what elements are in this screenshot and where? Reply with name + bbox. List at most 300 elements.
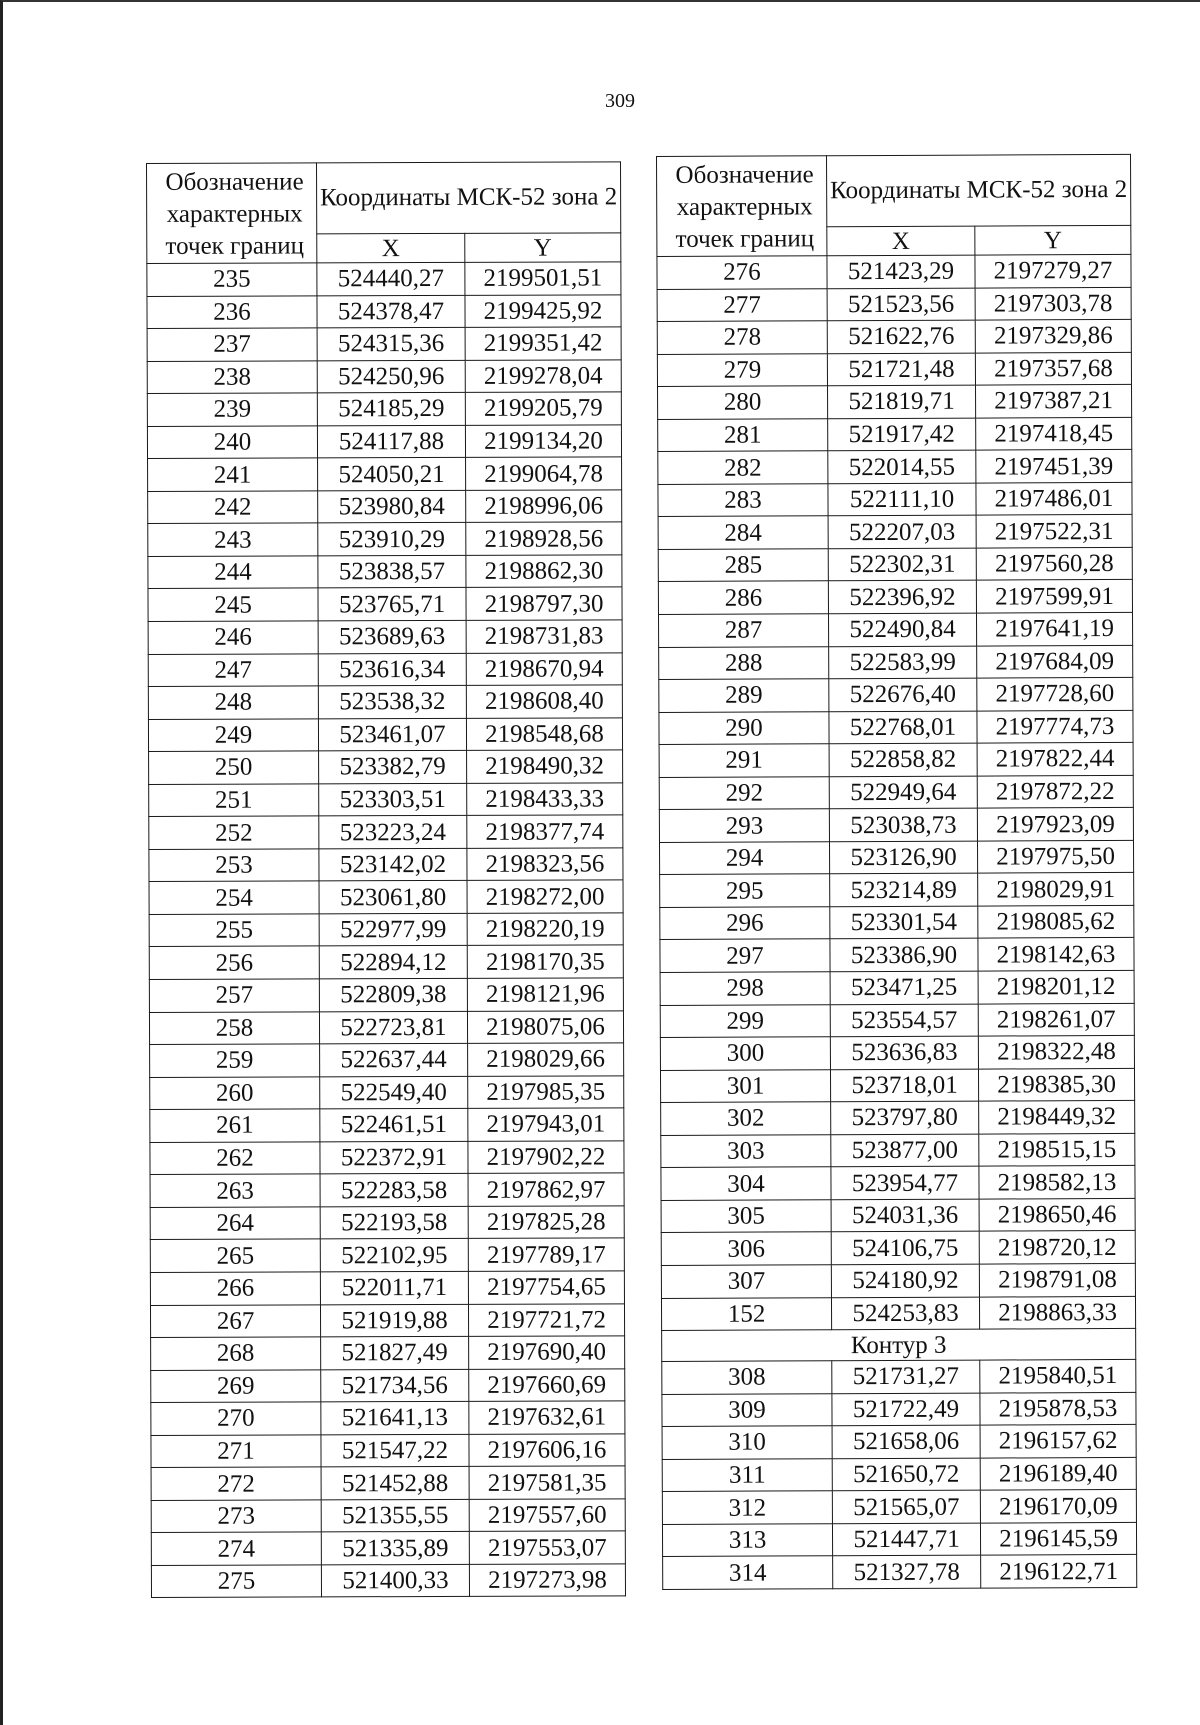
x-coord-cell: 521452,88 xyxy=(321,1467,469,1500)
point-id-cell: 236 xyxy=(147,295,317,328)
point-id-cell: 237 xyxy=(147,328,317,361)
x-coord-cell: 522011,71 xyxy=(320,1271,468,1304)
x-coord-cell: 521565,07 xyxy=(832,1490,980,1523)
table-row xyxy=(659,840,1133,875)
y-coord-cell: 2197581,35 xyxy=(469,1466,625,1499)
point-id-cell: 242 xyxy=(148,491,318,524)
x-coord-cell: 522977,99 xyxy=(319,913,467,946)
point-id-cell: 278 xyxy=(657,321,827,354)
x-coord-cell: 521327,78 xyxy=(833,1555,981,1588)
x-coord-cell: 521423,29 xyxy=(827,255,975,288)
y-coord-cell: 2197728,60 xyxy=(977,678,1133,711)
point-id-cell: 291 xyxy=(659,744,829,777)
y-coord-cell: 2197825,28 xyxy=(468,1206,624,1239)
point-id-cell: 292 xyxy=(659,777,829,810)
x-coord-cell: 523223,24 xyxy=(319,816,467,849)
table-row xyxy=(147,359,621,393)
x-coord-cell: 522490,84 xyxy=(828,613,976,646)
point-id-cell: 297 xyxy=(660,939,830,972)
y-coord-cell: 2197902,22 xyxy=(468,1141,624,1174)
point-id-cell: 280 xyxy=(658,386,828,419)
point-id-cell: 302 xyxy=(661,1102,831,1135)
table-row xyxy=(661,1231,1135,1266)
table-row xyxy=(150,1238,624,1272)
y-coord-cell: 2198608,40 xyxy=(466,685,622,718)
x-coord-cell: 521722,49 xyxy=(832,1393,980,1426)
point-id-cell: 255 xyxy=(149,914,319,947)
table-row xyxy=(149,913,623,947)
table-row xyxy=(150,1043,624,1077)
point-id-cell: 276 xyxy=(657,256,827,289)
y-coord-cell: 2196170,09 xyxy=(980,1490,1136,1523)
y-coord-cell: 2196189,40 xyxy=(980,1457,1136,1490)
x-coord-cell: 521622,76 xyxy=(827,320,975,353)
x-coord-cell: 521734,56 xyxy=(321,1369,469,1402)
point-id-cell: 311 xyxy=(662,1458,832,1491)
y-coord-cell: 2198322,48 xyxy=(978,1036,1134,1069)
table-row xyxy=(660,1003,1134,1038)
x-coord-cell: 523386,90 xyxy=(830,939,978,972)
point-id-cell: 273 xyxy=(151,1500,321,1533)
x-coord-cell: 521917,42 xyxy=(828,418,976,451)
y-coord-cell: 2197418,45 xyxy=(976,417,1132,450)
point-id-cell: 307 xyxy=(661,1265,831,1298)
y-coord-cell: 2198791,08 xyxy=(979,1263,1135,1296)
x-coord-cell: 521658,06 xyxy=(832,1425,980,1458)
x-coord-cell: 522676,40 xyxy=(829,678,977,711)
y-coord-cell: 2198670,94 xyxy=(466,652,622,685)
y-coord-cell: 2198548,68 xyxy=(466,717,622,750)
y-coord-cell: 2197387,21 xyxy=(976,385,1132,418)
x-coord-cell: 522549,40 xyxy=(320,1076,468,1109)
x-coord-cell: 524253,83 xyxy=(831,1297,979,1330)
table-row xyxy=(149,880,623,914)
table-row xyxy=(150,1173,624,1207)
point-id-cell: 298 xyxy=(660,972,830,1005)
y-coord-cell: 2198029,66 xyxy=(468,1043,624,1076)
x-coord-cell: 522372,91 xyxy=(320,1141,468,1174)
y-coord-cell: 2197943,01 xyxy=(468,1108,624,1141)
table-row xyxy=(661,1101,1135,1136)
table-row xyxy=(662,1457,1136,1492)
y-coord-cell: 2198720,12 xyxy=(979,1231,1135,1264)
x-coord-cell: 523877,00 xyxy=(831,1134,979,1167)
table-row xyxy=(662,1359,1136,1394)
point-id-cell: 243 xyxy=(148,523,318,556)
y-coord-cell: 2197522,31 xyxy=(976,515,1132,548)
coordinates-table-right xyxy=(656,154,1137,1590)
y-coord-cell: 2198863,33 xyxy=(979,1296,1135,1329)
y-coord-cell: 2197822,44 xyxy=(977,743,1133,776)
point-id-cell: 260 xyxy=(150,1077,320,1110)
y-coord-cell: 2199351,42 xyxy=(465,327,621,360)
point-id-cell: 313 xyxy=(662,1524,832,1557)
right-table-body xyxy=(657,254,1137,1589)
y-coord-cell: 2198433,33 xyxy=(467,783,623,816)
table-row xyxy=(661,1198,1135,1233)
table-row xyxy=(147,294,621,328)
point-id-cell: 309 xyxy=(662,1393,832,1426)
point-id-cell: 308 xyxy=(662,1361,832,1394)
table-row xyxy=(149,783,623,817)
x-coord-cell: 523797,80 xyxy=(831,1101,979,1134)
x-coord-cell: 522014,55 xyxy=(828,450,976,483)
table-row xyxy=(660,905,1134,940)
table-row xyxy=(661,1133,1135,1168)
x-coord-cell: 523461,07 xyxy=(318,718,466,751)
x-coord-cell: 523382,79 xyxy=(319,751,467,784)
x-coord-cell: 524106,75 xyxy=(831,1232,979,1265)
x-coord-cell: 522102,95 xyxy=(320,1239,468,1272)
x-coord-cell: 524185,29 xyxy=(317,393,465,426)
table-row xyxy=(148,457,622,491)
y-coord-cell: 2197641,19 xyxy=(976,612,1132,645)
table-row xyxy=(148,652,622,686)
table-row xyxy=(149,978,623,1012)
y-coord-cell: 2197872,22 xyxy=(977,775,1133,808)
point-id-cell: 300 xyxy=(660,1037,830,1070)
x-coord-cell: 522949,64 xyxy=(829,776,977,809)
table-row xyxy=(657,254,1131,289)
left-table-body xyxy=(147,262,626,1598)
table-row xyxy=(148,490,622,524)
x-coord-cell: 524117,88 xyxy=(317,425,465,458)
x-coord-cell: 524180,92 xyxy=(831,1264,979,1297)
point-id-cell: 249 xyxy=(148,719,318,752)
x-coord-cell: 522302,31 xyxy=(828,548,976,581)
x-coord-cell: 523910,29 xyxy=(318,523,466,556)
y-coord-cell: 2198582,13 xyxy=(979,1166,1135,1199)
point-id-cell: 301 xyxy=(660,1069,830,1102)
y-coord-cell: 2197357,68 xyxy=(975,352,1131,385)
x-coord-cell: 524378,47 xyxy=(317,295,465,328)
point-id-cell: 152 xyxy=(661,1297,831,1330)
y-coord-cell: 2197486,01 xyxy=(976,482,1132,515)
y-coord-cell: 2198449,32 xyxy=(979,1101,1135,1134)
point-id-cell: 239 xyxy=(147,393,317,426)
x-coord-cell: 523838,57 xyxy=(318,555,466,588)
point-id-cell: 272 xyxy=(151,1467,321,1500)
y-coord-cell: 2198650,46 xyxy=(979,1198,1135,1231)
point-id-cell: 270 xyxy=(151,1402,321,1435)
table-row xyxy=(658,450,1132,485)
table-row xyxy=(657,287,1131,322)
y-coord-cell: 2197303,78 xyxy=(975,287,1131,320)
point-id-cell: 240 xyxy=(147,426,317,459)
x-coord-cell: 521547,22 xyxy=(321,1434,469,1467)
x-coord-cell: 523214,89 xyxy=(830,873,978,906)
table-row xyxy=(151,1564,625,1598)
point-id-cell: 312 xyxy=(662,1491,832,1524)
y-coord-cell: 2196157,62 xyxy=(980,1425,1136,1458)
point-id-cell: 283 xyxy=(658,484,828,517)
point-id-cell: 310 xyxy=(662,1426,832,1459)
point-id-cell: 295 xyxy=(660,874,830,907)
table-row xyxy=(662,1522,1136,1557)
coordinates-table-left xyxy=(146,161,626,1598)
x-coord-cell: 523636,83 xyxy=(830,1036,978,1069)
y-coord-cell: 2197690,40 xyxy=(469,1336,625,1369)
y-coord-cell: 2198862,30 xyxy=(466,555,622,588)
y-coord-cell: 2197660,69 xyxy=(469,1368,625,1401)
y-coord-cell: 2198797,30 xyxy=(466,587,622,620)
x-coord-cell: 522583,99 xyxy=(829,646,977,679)
x-coord-cell: 523142,02 xyxy=(319,848,467,881)
y-coord-cell: 2198323,56 xyxy=(467,848,623,881)
table-row xyxy=(660,938,1134,973)
table-row xyxy=(660,1036,1134,1071)
table-row xyxy=(149,1010,623,1044)
y-coord-cell: 2197923,09 xyxy=(977,808,1133,841)
table-row xyxy=(662,1490,1136,1525)
section-label: Контур 3 xyxy=(662,1328,1136,1361)
y-coord-cell: 2198220,19 xyxy=(467,913,623,946)
y-coord-cell: 2198201,12 xyxy=(978,970,1134,1003)
y-coord-cell: 2197553,07 xyxy=(469,1531,625,1564)
header-point-label: Обозначение характерных точек границ xyxy=(657,156,827,257)
table-row xyxy=(147,392,621,426)
y-coord-cell: 2198515,15 xyxy=(979,1133,1135,1166)
x-coord-cell: 521731,27 xyxy=(832,1360,980,1393)
x-coord-cell: 521523,56 xyxy=(827,288,975,321)
y-coord-cell: 2195840,51 xyxy=(980,1359,1136,1392)
x-coord-cell: 522723,81 xyxy=(319,1011,467,1044)
table-row xyxy=(150,1076,624,1110)
y-coord-cell: 2197789,17 xyxy=(468,1238,624,1271)
point-id-cell: 261 xyxy=(150,1109,320,1142)
y-coord-cell: 2197862,97 xyxy=(468,1173,624,1206)
x-coord-cell: 524031,36 xyxy=(831,1199,979,1232)
x-coord-cell: 522111,10 xyxy=(828,483,976,516)
point-id-cell: 246 xyxy=(148,621,318,654)
table-row xyxy=(147,327,621,361)
point-id-cell: 253 xyxy=(149,849,319,882)
x-coord-cell: 524440,27 xyxy=(317,262,465,295)
table-row xyxy=(659,808,1133,843)
point-id-cell: 268 xyxy=(151,1337,321,1370)
y-coord-cell: 2198385,30 xyxy=(978,1068,1134,1101)
x-coord-cell: 521447,71 xyxy=(832,1523,980,1556)
table-row xyxy=(149,848,623,882)
table-row xyxy=(150,1108,624,1142)
table-row xyxy=(659,645,1133,680)
table-row xyxy=(658,385,1132,420)
x-coord-cell: 523301,54 xyxy=(830,906,978,939)
header-coord-title: Координаты МСК-52 зона 2 xyxy=(827,154,1131,227)
x-coord-cell: 521335,89 xyxy=(321,1532,469,1565)
point-id-cell: 235 xyxy=(147,263,317,296)
table-row xyxy=(660,1068,1134,1103)
x-coord-cell: 523554,57 xyxy=(830,1004,978,1037)
y-coord-cell: 2198170,35 xyxy=(467,945,623,978)
point-id-cell: 277 xyxy=(657,288,827,321)
y-coord-cell: 2199205,79 xyxy=(465,392,621,425)
table-row xyxy=(663,1555,1137,1590)
table-row xyxy=(150,1141,624,1175)
x-coord-cell: 523126,90 xyxy=(829,841,977,874)
y-coord-cell: 2197557,60 xyxy=(469,1499,625,1532)
table-row xyxy=(658,580,1132,615)
y-coord-cell: 2198272,00 xyxy=(467,880,623,913)
point-id-cell: 288 xyxy=(659,646,829,679)
point-id-cell: 262 xyxy=(150,1142,320,1175)
point-id-cell: 257 xyxy=(149,979,319,1012)
point-id-cell: 294 xyxy=(659,842,829,875)
table-row xyxy=(151,1466,625,1500)
point-id-cell: 264 xyxy=(150,1207,320,1240)
table-row xyxy=(658,482,1132,517)
point-id-cell: 247 xyxy=(148,653,318,686)
point-id-cell: 290 xyxy=(659,711,829,744)
x-coord-cell: 522637,44 xyxy=(320,1044,468,1077)
header-x: X xyxy=(317,234,465,263)
point-id-cell: 296 xyxy=(660,907,830,940)
y-coord-cell: 2197975,50 xyxy=(977,840,1133,873)
y-coord-cell: 2197985,35 xyxy=(468,1076,624,1109)
table-row xyxy=(148,555,622,589)
x-coord-cell: 521650,72 xyxy=(832,1458,980,1491)
point-id-cell: 275 xyxy=(151,1565,321,1598)
table-row xyxy=(660,873,1134,908)
point-id-cell: 303 xyxy=(661,1135,831,1168)
y-coord-cell: 2197721,72 xyxy=(468,1303,624,1336)
y-coord-cell: 2198029,91 xyxy=(978,873,1134,906)
table-row xyxy=(147,262,621,296)
table-row xyxy=(659,743,1133,778)
y-coord-cell: 2197451,39 xyxy=(976,450,1132,483)
point-id-cell: 254 xyxy=(149,881,319,914)
x-coord-cell: 521919,88 xyxy=(320,1304,468,1337)
y-coord-cell: 2196122,71 xyxy=(981,1555,1137,1588)
x-coord-cell: 522396,92 xyxy=(828,581,976,614)
point-id-cell: 258 xyxy=(149,1011,319,1044)
y-coord-cell: 2197273,98 xyxy=(469,1564,625,1597)
y-coord-cell: 2197560,28 xyxy=(976,547,1132,580)
table-row xyxy=(151,1499,625,1533)
table-row xyxy=(151,1368,625,1402)
x-coord-cell: 521721,48 xyxy=(827,353,975,386)
x-coord-cell: 523038,73 xyxy=(829,808,977,841)
table-row xyxy=(149,815,623,849)
x-coord-cell: 522809,38 xyxy=(319,978,467,1011)
point-id-cell: 269 xyxy=(151,1369,321,1402)
table-row xyxy=(661,1263,1135,1298)
y-coord-cell: 2198731,83 xyxy=(466,620,622,653)
y-coord-cell: 2197632,61 xyxy=(469,1401,625,1434)
y-coord-cell: 2198121,96 xyxy=(467,978,623,1011)
x-coord-cell: 522193,58 xyxy=(320,1206,468,1239)
point-id-cell: 251 xyxy=(149,784,319,817)
point-id-cell: 266 xyxy=(150,1272,320,1305)
point-id-cell: 271 xyxy=(151,1435,321,1468)
x-coord-cell: 523616,34 xyxy=(318,653,466,686)
x-coord-cell: 523718,01 xyxy=(830,1069,978,1102)
table-row xyxy=(661,1166,1135,1201)
table-row xyxy=(659,775,1133,810)
y-coord-cell: 2198142,63 xyxy=(978,938,1134,971)
y-coord-cell: 2197606,16 xyxy=(469,1434,625,1467)
x-coord-cell: 521827,49 xyxy=(321,1336,469,1369)
table-row xyxy=(660,970,1134,1005)
point-id-cell: 293 xyxy=(659,809,829,842)
x-coord-cell: 522768,01 xyxy=(829,711,977,744)
point-id-cell: 299 xyxy=(660,1004,830,1037)
table-row xyxy=(151,1336,625,1370)
header-y: Y xyxy=(975,226,1131,255)
page-number: 309 xyxy=(605,90,635,112)
point-id-cell: 252 xyxy=(149,816,319,849)
y-coord-cell: 2197279,27 xyxy=(975,254,1131,287)
table-row xyxy=(657,352,1131,387)
point-id-cell: 284 xyxy=(658,516,828,549)
header-point-label: Обозначение характерных точек границ xyxy=(147,163,317,264)
table-row xyxy=(659,678,1133,713)
header-y: Y xyxy=(465,233,621,262)
x-coord-cell: 521355,55 xyxy=(321,1499,469,1532)
y-coord-cell: 2198085,62 xyxy=(978,905,1134,938)
x-coord-cell: 522207,03 xyxy=(828,515,976,548)
point-id-cell: 241 xyxy=(148,458,318,491)
table-row xyxy=(148,620,622,654)
y-coord-cell: 2198928,56 xyxy=(466,522,622,555)
y-coord-cell: 2196145,59 xyxy=(980,1522,1136,1555)
y-coord-cell: 2197684,09 xyxy=(977,645,1133,678)
x-coord-cell: 521400,33 xyxy=(321,1564,469,1597)
y-coord-cell: 2197754,65 xyxy=(468,1271,624,1304)
table-row xyxy=(657,320,1131,355)
y-coord-cell: 2198996,06 xyxy=(466,490,622,523)
point-id-cell: 245 xyxy=(148,588,318,621)
point-id-cell: 267 xyxy=(150,1304,320,1337)
table-row xyxy=(658,417,1132,452)
point-id-cell: 274 xyxy=(151,1532,321,1565)
table-row xyxy=(151,1434,625,1468)
x-coord-cell: 522858,82 xyxy=(829,743,977,776)
y-coord-cell: 2198377,74 xyxy=(467,815,623,848)
table-row xyxy=(659,612,1133,647)
header-coord-title: Координаты МСК-52 зона 2 xyxy=(317,162,621,234)
point-id-cell: 265 xyxy=(150,1239,320,1272)
x-coord-cell: 523765,71 xyxy=(318,588,466,621)
point-id-cell: 306 xyxy=(661,1232,831,1265)
point-id-cell: 285 xyxy=(658,549,828,582)
point-id-cell: 250 xyxy=(149,751,319,784)
table-row xyxy=(150,1206,624,1240)
y-coord-cell: 2199278,04 xyxy=(465,359,621,392)
point-id-cell: 279 xyxy=(657,353,827,386)
point-id-cell: 314 xyxy=(663,1556,833,1589)
table-row xyxy=(148,587,622,621)
point-id-cell: 248 xyxy=(148,686,318,719)
point-id-cell: 282 xyxy=(658,451,828,484)
x-coord-cell: 524050,21 xyxy=(318,458,466,491)
x-coord-cell: 523471,25 xyxy=(830,971,978,1004)
point-id-cell: 286 xyxy=(658,581,828,614)
header-x: X xyxy=(827,226,975,255)
point-id-cell: 281 xyxy=(658,418,828,451)
x-coord-cell: 524250,96 xyxy=(317,360,465,393)
table-row xyxy=(662,1425,1136,1460)
point-id-cell: 287 xyxy=(659,614,829,647)
table-row xyxy=(150,1271,624,1305)
x-coord-cell: 524315,36 xyxy=(317,327,465,360)
y-coord-cell: 2195878,53 xyxy=(980,1392,1136,1425)
section-row xyxy=(662,1328,1136,1361)
y-coord-cell: 2197329,86 xyxy=(975,320,1131,353)
y-coord-cell: 2197774,73 xyxy=(977,710,1133,743)
table-row xyxy=(149,750,623,784)
table-row xyxy=(147,425,621,459)
